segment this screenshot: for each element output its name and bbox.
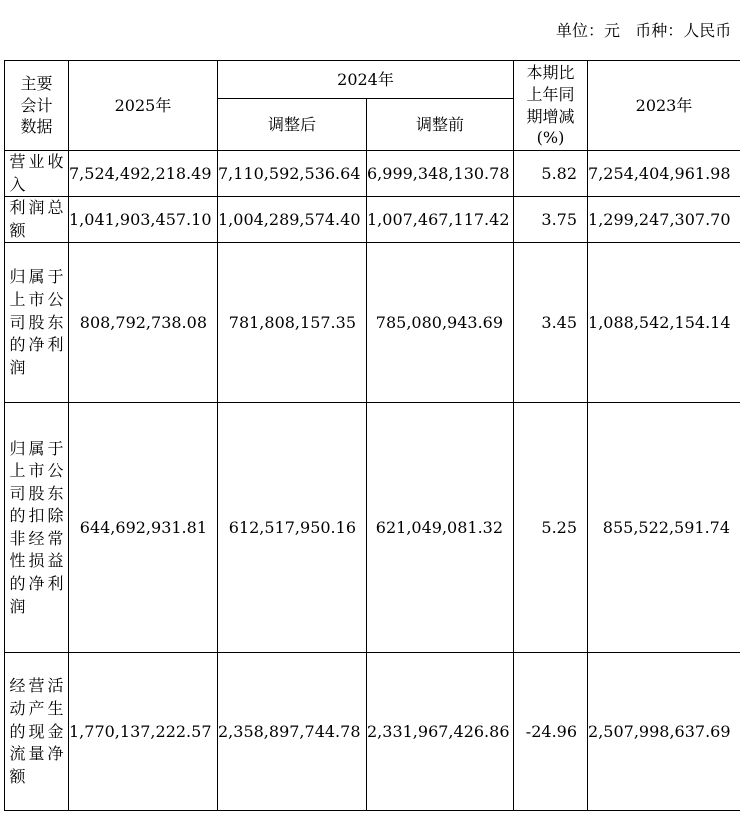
value-2024-adjusted: 781,808,157.35 — [218, 243, 367, 403]
table-row — [5, 653, 740, 811]
value-2024-before-adjustment: 2,331,967,426.86 — [367, 653, 514, 811]
table-row — [5, 197, 740, 243]
row-label-text: 利润总额 — [9, 198, 64, 240]
value-2023: 1,088,542,154.14 — [588, 243, 740, 403]
value-2024-adjusted: 612,517,950.16 — [218, 403, 367, 653]
value-2023: 2,507,998,637.69 — [588, 653, 740, 811]
table-row — [5, 151, 740, 197]
header-2024: 2024年 — [218, 61, 514, 99]
header-2024-before-adjustment: 调整前 — [367, 99, 514, 151]
row-label-text: 营业收入 — [9, 152, 64, 194]
value-yoy-change: -24.96 — [514, 653, 588, 811]
table-row — [5, 403, 740, 653]
value-2024-adjusted: 2,358,897,744.78 — [218, 653, 367, 811]
value-2025: 644,692,931.81 — [69, 403, 218, 653]
header-yoy-change: 本期比 上年同 期增减 (%) — [514, 61, 588, 151]
value-yoy-change: 5.82 — [514, 151, 588, 197]
value-2024-before-adjustment: 785,080,943.69 — [367, 243, 514, 403]
table-row — [5, 243, 740, 403]
row-label — [5, 403, 69, 653]
value-2025: 808,792,738.08 — [69, 243, 218, 403]
header-main-accounting-data: 主要 会计 数据 — [5, 61, 69, 151]
row-label — [5, 243, 69, 403]
row-label-text: 经营活动产生的现金流量净额 — [9, 676, 64, 786]
value-2025: 7,524,492,218.49 — [69, 151, 218, 197]
row-label-text: 归属于上市公司股东的净利润 — [9, 267, 64, 377]
header-2024-adjusted: 调整后 — [218, 99, 367, 151]
value-2024-adjusted: 1,004,289,574.40 — [218, 197, 367, 243]
value-2023: 7,254,404,961.98 — [588, 151, 740, 197]
header-2023: 2023年 — [588, 61, 740, 151]
value-yoy-change: 3.45 — [514, 243, 588, 403]
unit-currency-note: 单位：元 币种：人民币 — [556, 21, 732, 40]
value-2024-adjusted: 7,110,592,536.64 — [218, 151, 367, 197]
header-2025: 2025年 — [69, 61, 218, 151]
value-2024-before-adjustment: 621,049,081.32 — [367, 403, 514, 653]
row-label-text: 归属于上市公司股东的扣除非经常性损益的净利润 — [9, 438, 64, 616]
value-2025: 1,770,137,222.57 — [69, 653, 218, 811]
value-2025: 1,041,903,457.10 — [69, 197, 218, 243]
value-2024-before-adjustment: 1,007,467,117.42 — [367, 197, 514, 243]
row-label — [5, 197, 69, 243]
row-label — [5, 653, 69, 811]
row-label — [5, 151, 69, 197]
value-2023: 855,522,591.74 — [588, 403, 740, 653]
key-accounting-data-table — [4, 60, 740, 811]
value-2023: 1,299,247,307.70 — [588, 197, 740, 243]
value-yoy-change: 3.75 — [514, 197, 588, 243]
value-2024-before-adjustment: 6,999,348,130.78 — [367, 151, 514, 197]
value-yoy-change: 5.25 — [514, 403, 588, 653]
